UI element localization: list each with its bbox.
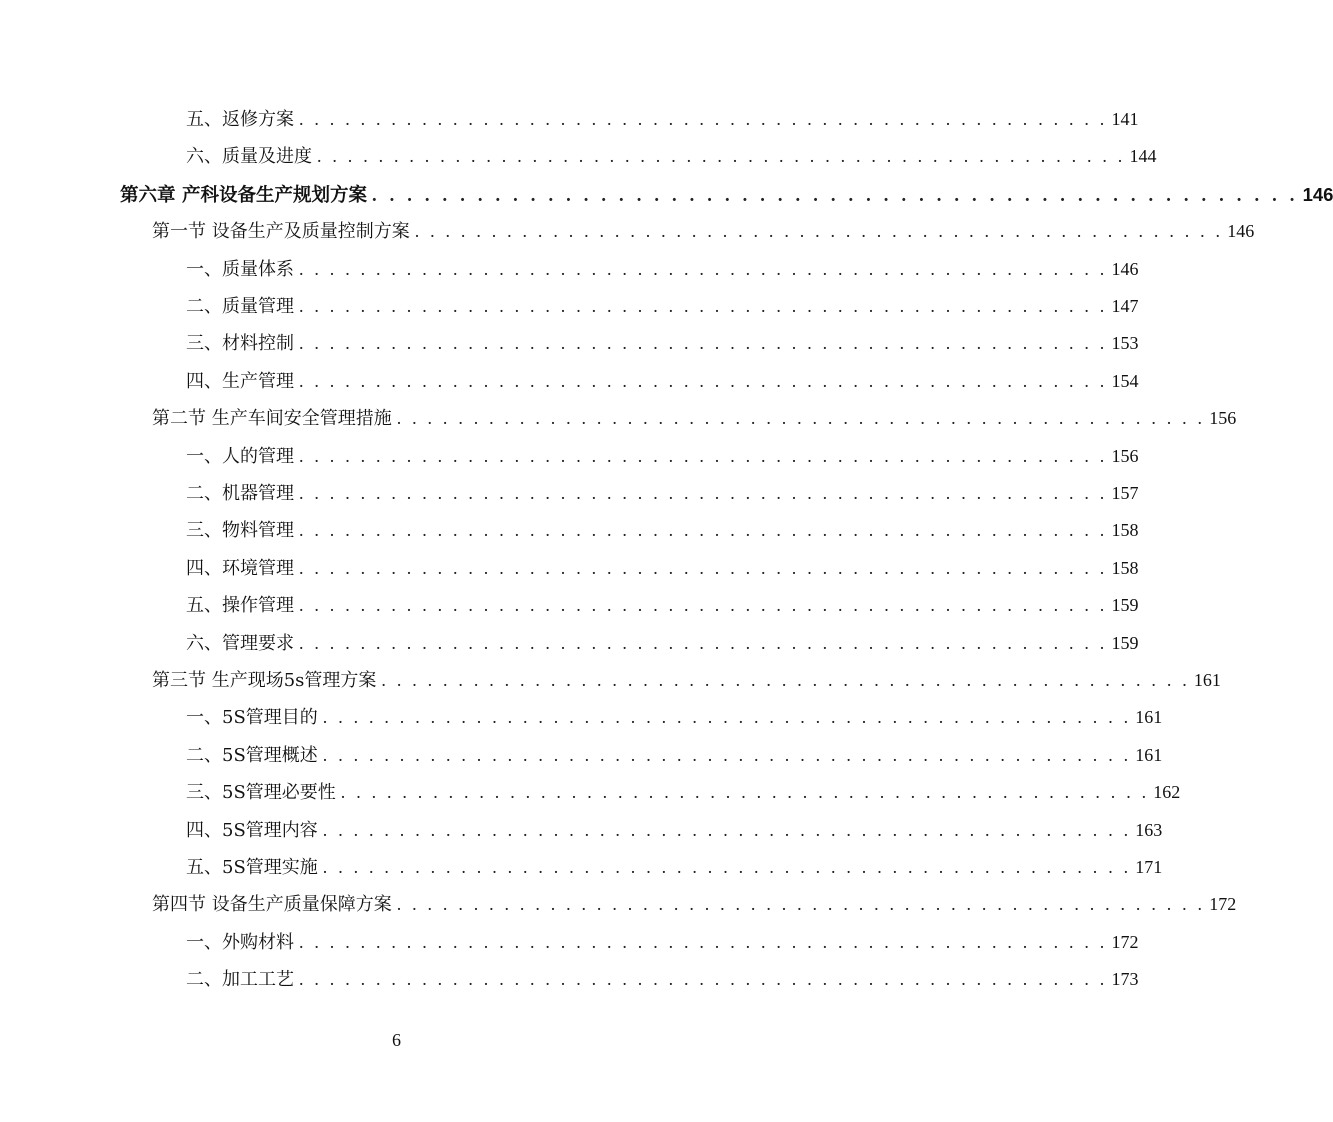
toc-entry-page-number: 144	[1129, 146, 1157, 167]
toc-entry-label: 一、5S管理目的	[186, 707, 318, 729]
toc-entry-label: 五、操作管理	[186, 595, 294, 617]
toc-dot-leader: . . . . . . . . . . . . . . . . . . . . . . . . . . . . . . . . . . . . . . . . . . . . . . . . . . . . .	[299, 296, 1108, 316]
toc-subsection-entry[interactable]	[186, 475, 1139, 512]
toc-entry-page-number: 141	[1111, 109, 1139, 129]
toc-entry-page-number: 156	[1209, 408, 1237, 429]
toc-chapter-entry[interactable]	[120, 176, 1333, 213]
toc-subsection-entry[interactable]	[186, 325, 1139, 362]
toc-dot-leader: . . . . . . . . . . . . . . . . . . . . . . . . . . . . . . . . . . . . . . . . . . . . . . . . . . . . .	[299, 520, 1108, 541]
toc-entry-page-number: 172	[1209, 894, 1237, 915]
toc-dot-leader: . . . . . . . . . . . . . . . . . . . . . . . . . . . . . . . . . . . . . . . . . . . . . . . . . . . . .	[299, 258, 1108, 279]
toc-subsection-entry[interactable]	[186, 251, 1139, 288]
toc-dot-leader: . . . . . . . . . . . . . . . . . . . . . . . . . . . . . . . . . . . . . . . . . . . . . . . . . . . . .	[299, 445, 1108, 466]
toc-subsection-entry[interactable]	[186, 849, 1163, 886]
toc-dot-leader: . . . . . . . . . . . . . . . . . . . . . . . . . . . . . . . . . . . . . . . . . . . . . . . . . . . . .	[396, 408, 1206, 429]
toc-section-entry[interactable]	[152, 400, 1237, 437]
toc-entry-label: 第二节 生产车间安全管理措施	[152, 408, 392, 430]
toc-subsection-entry[interactable]	[186, 288, 1139, 325]
toc-entry-label: 二、机器管理	[186, 483, 294, 504]
toc-dot-leader: . . . . . . . . . . . . . . . . . . . . . . . . . . . . . . . . . . . . . . . . . . . . . . . . . . . . .	[317, 146, 1126, 167]
toc-entry-page-number: 158	[1111, 557, 1139, 578]
toc-entry-label: 三、5S管理必要性	[186, 782, 336, 804]
toc-entry-page-number: 173	[1111, 969, 1139, 990]
toc-dot-leader: . . . . . . . . . . . . . . . . . . . . . . . . . . . . . . . . . . . . . . . . . . . . . . . . . . . . .	[322, 707, 1132, 728]
toc-entry-page-number: 171	[1135, 857, 1163, 877]
toc-dot-leader: . . . . . . . . . . . . . . . . . . . . . . . . . . . . . . . . . . . . . . . . . . . . . . . . . . . . .	[322, 819, 1132, 840]
toc-subsection-entry[interactable]	[186, 961, 1139, 998]
toc-entry-label: 二、质量管理	[186, 296, 294, 317]
toc-subsection-entry[interactable]	[186, 812, 1163, 849]
toc-entry-page-number: 159	[1111, 595, 1139, 616]
toc-dot-leader: . . . . . . . . . . . . . . . . . . . . . . . . . . . . . . . . . . . . . . . . . . . . . . . . . . . . .	[299, 333, 1108, 354]
toc-entry-label: 三、物料管理	[186, 520, 294, 542]
toc-entry-page-number: 154	[1111, 370, 1139, 391]
toc-entry-page-number: 172	[1111, 931, 1139, 952]
toc-entry-label: 六、管理要求	[186, 632, 294, 654]
toc-dot-leader: . . . . . . . . . . . . . . . . . . . . . . . . . . . . . . . . . . . . . . . . . . . . . . . . . . . . .	[396, 894, 1206, 915]
toc-subsection-entry[interactable]	[186, 625, 1139, 662]
toc-entry-label: 二、加工工艺	[186, 969, 294, 991]
toc-subsection-entry[interactable]	[186, 924, 1139, 961]
toc-entry-page-number: 147	[1111, 296, 1139, 316]
toc-entry-page-number: 156	[1111, 445, 1139, 466]
toc-subsection-entry[interactable]	[186, 699, 1163, 736]
toc-dot-leader: . . . . . . . . . . . . . . . . . . . . . . . . . . . . . . . . . . . . . . . . . . . . . . . . . . . . .	[371, 185, 1299, 206]
toc-dot-leader: . . . . . . . . . . . . . . . . . . . . . . . . . . . . . . . . . . . . . . . . . . . . . . . . . . . . .	[299, 370, 1108, 391]
toc-entry-page-number: 146	[1302, 183, 1333, 205]
toc-entry-label: 四、5S管理内容	[186, 819, 318, 841]
toc-subsection-entry[interactable]	[186, 438, 1139, 475]
toc-subsection-entry[interactable]	[186, 101, 1139, 138]
toc-dot-leader: . . . . . . . . . . . . . . . . . . . . . . . . . . . . . . . . . . . . . . . . . . . . . . . . . . . . .	[322, 857, 1132, 877]
toc-dot-leader: . . . . . . . . . . . . . . . . . . . . . . . . . . . . . . . . . . . . . . . . . . . . . . . . . . . . .	[340, 782, 1150, 803]
toc-entry-label: 一、质量体系	[186, 258, 294, 280]
toc-dot-leader: . . . . . . . . . . . . . . . . . . . . . . . . . . . . . . . . . . . . . . . . . . . . . . . . . . . . .	[299, 557, 1108, 578]
toc-section-entry[interactable]	[152, 213, 1255, 250]
toc-entry-label: 一、人的管理	[186, 445, 294, 467]
toc-dot-leader: . . . . . . . . . . . . . . . . . . . . . . . . . . . . . . . . . . . . . . . . . . . . . . . . . . . . .	[299, 931, 1108, 952]
toc-entry-page-number: 158	[1111, 520, 1139, 541]
toc-dot-leader: . . . . . . . . . . . . . . . . . . . . . . . . . . . . . . . . . . . . . . . . . . . . . . . . . . . . .	[299, 632, 1108, 653]
toc-entry-label: 一、外购材料	[186, 931, 294, 953]
toc-subsection-entry[interactable]	[186, 138, 1157, 175]
toc-dot-leader: . . . . . . . . . . . . . . . . . . . . . . . . . . . . . . . . . . . . . . . . . . . . . . . . . . . . .	[381, 670, 1190, 690]
toc-dot-leader: . . . . . . . . . . . . . . . . . . . . . . . . . . . . . . . . . . . . . . . . . . . . . . . . . . . . .	[299, 109, 1108, 129]
toc-dot-leader: . . . . . . . . . . . . . . . . . . . . . . . . . . . . . . . . . . . . . . . . . . . . . . . . . . . . .	[299, 969, 1108, 990]
toc-dot-leader: . . . . . . . . . . . . . . . . . . . . . . . . . . . . . . . . . . . . . . . . . . . . . . . . . . . . .	[299, 595, 1108, 616]
toc-subsection-entry[interactable]	[186, 550, 1139, 587]
toc-subsection-entry[interactable]	[186, 737, 1163, 774]
toc-entry-label: 四、生产管理	[186, 370, 294, 392]
page-number: 6	[392, 1030, 401, 1050]
toc-entry-label: 三、材料控制	[186, 333, 294, 355]
toc-entry-label: 二、5S管理概述	[186, 744, 318, 766]
toc-subsection-entry[interactable]	[186, 774, 1181, 811]
toc-entry-label: 第三节 生产现场5s管理方案	[152, 670, 377, 691]
toc-entry-page-number: 146	[1227, 221, 1255, 242]
toc-entry-page-number: 153	[1111, 333, 1139, 354]
toc-entry-page-number: 159	[1111, 632, 1139, 653]
toc-entry-label: 第六章 产科设备生产规划方案	[120, 184, 367, 206]
toc-entry-label: 五、返修方案	[186, 109, 294, 130]
toc-entry-label: 四、环境管理	[186, 557, 294, 579]
toc-entry-page-number: 161	[1135, 707, 1163, 728]
toc-subsection-entry[interactable]	[186, 512, 1139, 549]
toc-entry-page-number: 161	[1135, 744, 1163, 765]
toc-dot-leader: . . . . . . . . . . . . . . . . . . . . . . . . . . . . . . . . . . . . . . . . . . . . . . . . . . . . .	[299, 483, 1108, 503]
toc-entry-page-number: 146	[1111, 258, 1139, 279]
toc-dot-leader: . . . . . . . . . . . . . . . . . . . . . . . . . . . . . . . . . . . . . . . . . . . . . . . . . . . . .	[322, 744, 1132, 765]
toc-dot-leader: . . . . . . . . . . . . . . . . . . . . . . . . . . . . . . . . . . . . . . . . . . . . . . . . . . . . .	[414, 221, 1224, 242]
toc-entry-label: 六、质量及进度	[186, 146, 312, 168]
toc-subsection-entry[interactable]	[186, 587, 1139, 624]
toc-section-entry[interactable]	[152, 662, 1221, 699]
toc-entry-page-number: 161	[1193, 670, 1221, 690]
toc-entry-page-number: 157	[1111, 483, 1139, 503]
toc-entry-page-number: 163	[1135, 819, 1163, 840]
toc-entry-label: 第四节 设备生产质量保障方案	[152, 894, 392, 916]
toc-section-entry[interactable]	[152, 886, 1237, 923]
toc-subsection-entry[interactable]	[186, 363, 1139, 400]
toc-entry-label: 五、5S管理实施	[186, 857, 318, 878]
toc-entry-page-number: 162	[1153, 782, 1181, 803]
toc-entry-label: 第一节 设备生产及质量控制方案	[152, 221, 410, 243]
